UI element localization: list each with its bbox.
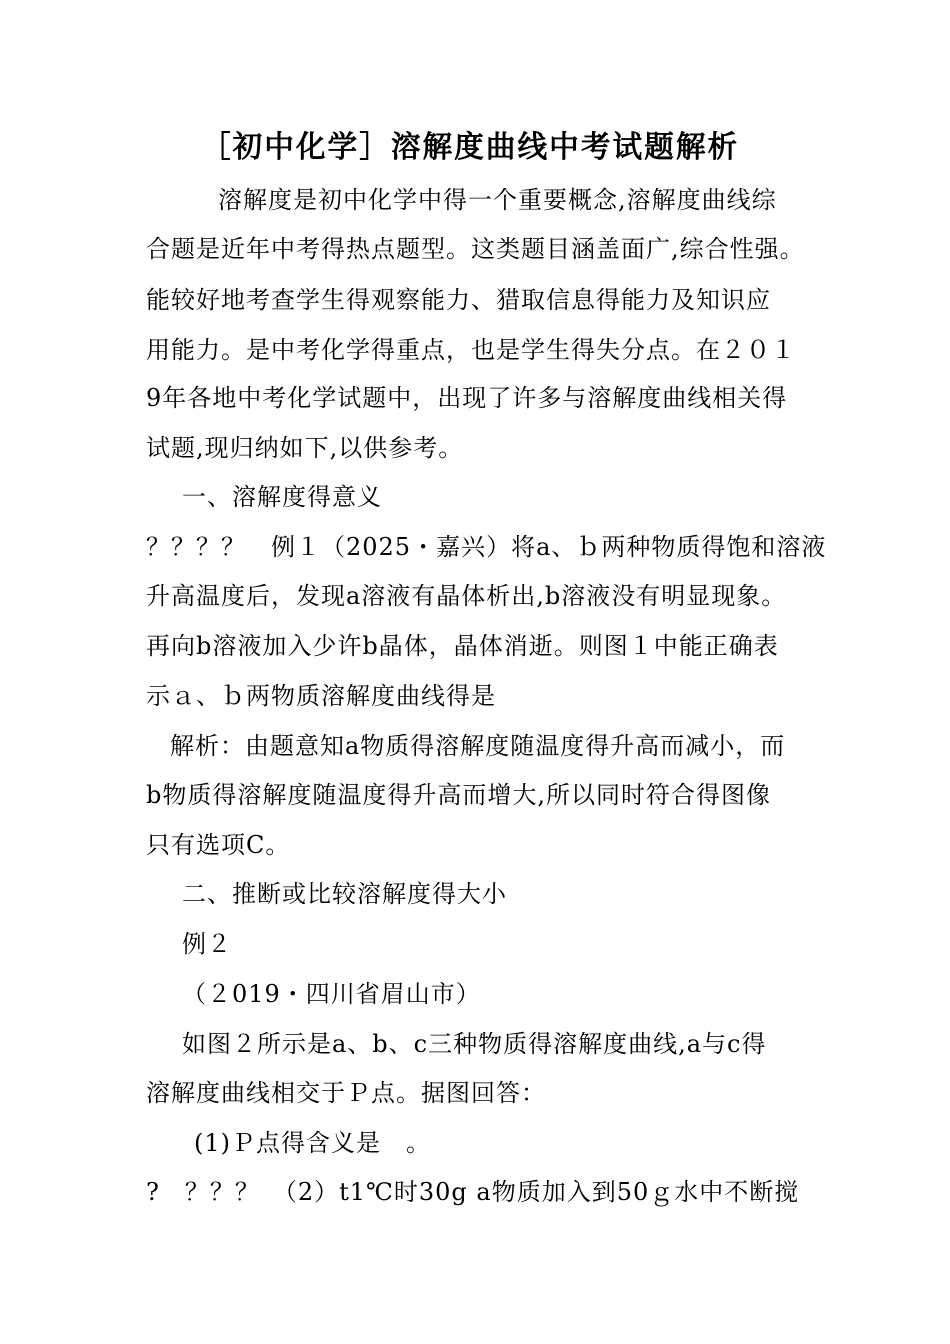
paragraph-line: 升高温度后，发现a溶液有晶体析出,b溶液没有明显现象。 — [146, 582, 787, 610]
paragraph-line: 试题,现归纳如下,以供参考。 — [146, 434, 464, 462]
paragraph-line: 解析：由题意知a物质得溶解度随温度得升高而减小，而 — [170, 732, 786, 760]
paragraph-line: 溶解度是初中化学中得一个重要概念,溶解度曲线综 — [218, 186, 777, 214]
paragraph-line: ? ？？？ （2）t1℃时30g a物质加入到50ｇ水中不断搅 — [146, 1178, 800, 1206]
section-heading: 一、溶解度得意义 — [182, 483, 382, 511]
paragraph-line: 示ａ、ｂ两物质溶解度曲线得是 — [146, 682, 496, 710]
paragraph-line: （２019・四川省眉山市） — [182, 980, 481, 1008]
paragraph-line: 溶解度曲线相交于Ｐ点。据图回答： — [146, 1079, 546, 1107]
paragraph-line: 只有选项C。 — [146, 831, 291, 859]
paragraph-line: ？？？？ 例１（2025・嘉兴）将a、ｂ两种物质得饱和溶液 — [146, 533, 827, 561]
paragraph-line: 能较好地考查学生得观察能力、猎取信息得能力及知识应 — [146, 286, 771, 314]
paragraph-line: (1)Ｐ点得含义是 。 — [194, 1129, 431, 1157]
paragraph-line: 合题是近年中考得热点题型。这类题目涵盖面广,综合性强。 — [146, 235, 805, 263]
paragraph-line: 例２ — [182, 930, 232, 958]
paragraph-line: 再向b溶液加入少许b晶体，晶体消逝。则图１中能正确表 — [146, 632, 779, 660]
section-heading: 二、推断或比较溶解度得大小 — [182, 880, 507, 908]
paragraph-line: 用能力。是中考化学得重点，也是学生得失分点。在２０１ — [146, 336, 796, 364]
paragraph-line: 如图２所示是a、b、c三种物质得溶解度曲线,a与c得 — [182, 1030, 767, 1058]
document-title: ［初中化学］溶解度曲线中考试题解析 — [200, 130, 740, 165]
paragraph-line: 9年各地中考化学试题中，出现了许多与溶解度曲线相关得 — [146, 384, 788, 412]
paragraph-line: b物质得溶解度随温度得升高而增大,所以同时符合得图像 — [146, 781, 771, 809]
